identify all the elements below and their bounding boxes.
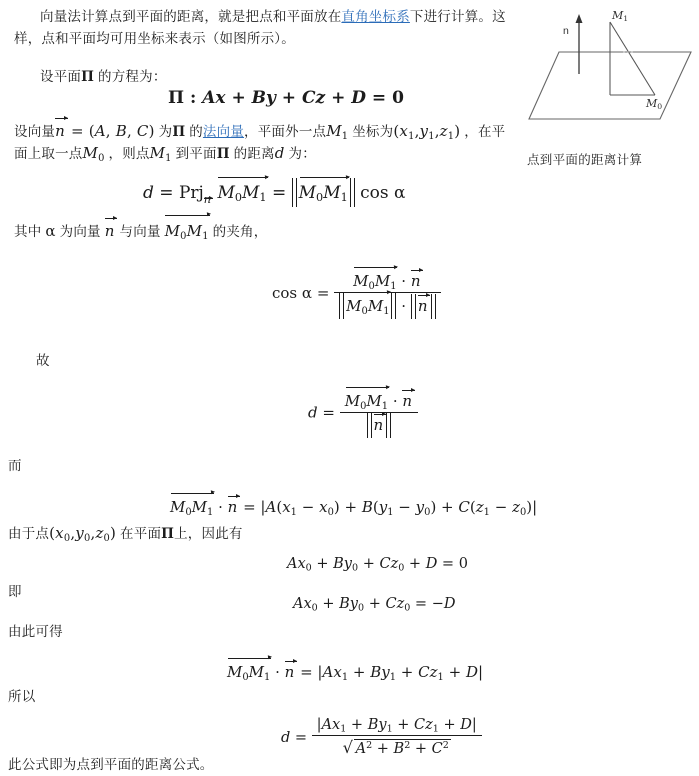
- ds-vec: [227, 662, 270, 681]
- de-A: A: [265, 498, 277, 516]
- dv-vec-n: n: [402, 392, 413, 411]
- set-plane-line: [40, 66, 167, 88]
- normal-pi-2: Π: [216, 146, 230, 162]
- and-text: 而: [8, 458, 22, 473]
- ca-cos: cos: [272, 284, 298, 302]
- pq-C: C: [385, 596, 397, 612]
- normal-text-5: ，在平: [464, 124, 506, 139]
- fd-D: D: [460, 717, 472, 734]
- eq-plane-y: y: [266, 88, 276, 108]
- de-y1-sub: 1: [387, 506, 394, 518]
- pt-M1-b-sub: 1: [165, 152, 172, 164]
- ang-M0-sub: 0: [180, 230, 187, 242]
- pq-A: A: [293, 596, 304, 612]
- fd-x1: x: [332, 717, 341, 734]
- normal-text-9: 的距离: [233, 146, 275, 161]
- c-z1: z: [439, 122, 448, 140]
- pq-x: x: [303, 596, 312, 612]
- fd-x1-sub: 1: [340, 723, 347, 735]
- intro-text-1: 向量法计算点到平面的距离，就是把点和平面放在: [40, 9, 342, 24]
- normal-vector-arrowhead: [576, 14, 583, 23]
- ds-z1: z: [429, 663, 438, 681]
- angle-text-2: 为向量: [59, 224, 101, 239]
- intro-text-3: 和平面均可用坐标来表示（如图所示）。: [55, 31, 295, 46]
- therefore-label: [36, 350, 50, 372]
- pi-symbol: Π: [81, 69, 95, 85]
- de-minus3: −: [494, 498, 508, 516]
- sp-y0: y: [75, 524, 84, 542]
- pq-z: z: [396, 596, 405, 612]
- de-y0: y: [415, 498, 425, 516]
- equation-projection: d = Prj$_n$ $M_0M_1 = M_0M_1$ cos α: [143, 183, 406, 207]
- equation-dot-simplified: $M_0M_1 \cdot n = |Ax_1 + By_1 + Cz_1 + D|$: [227, 663, 484, 683]
- normal-text-1: 设向量: [14, 124, 56, 139]
- pq-B: B: [339, 596, 350, 612]
- ca-den-dot: ·: [401, 297, 407, 316]
- c-z1-sub: 1: [447, 130, 455, 142]
- angle-text-4: 的夹角，: [212, 224, 268, 239]
- since-text-1: 由于点: [8, 526, 50, 541]
- eq-plane-x: x: [215, 88, 226, 108]
- fd-A: A: [321, 717, 333, 734]
- since-pi: Π: [161, 526, 175, 542]
- ds-M1-sub: 1: [264, 671, 271, 683]
- pq-y-sub: 0: [358, 602, 365, 614]
- fd-y1-sub: 1: [386, 723, 393, 735]
- pp-z: z: [390, 556, 399, 572]
- ca-num-vec: [353, 271, 397, 293]
- ds-vec-n: n: [284, 663, 295, 681]
- ang-M1: M: [186, 222, 203, 240]
- set-plane-post: 的方程为：: [98, 69, 167, 84]
- intro-text-2: 下进行计算。这样，点: [14, 9, 506, 46]
- proj-n-M0: M: [298, 183, 317, 203]
- cos-alpha-fraction: [334, 271, 440, 318]
- sp-x0-sub: 0: [63, 532, 71, 544]
- ca-M0-sub: 0: [368, 281, 375, 293]
- angle-text-3: 与向量: [119, 224, 161, 239]
- proj-M1: M: [242, 183, 260, 203]
- c-x1: x: [399, 122, 409, 140]
- eq-plane-C: C: [301, 88, 316, 108]
- de-M0-sub: 0: [185, 506, 192, 518]
- pp-x: x: [297, 556, 306, 572]
- that-is-label: [8, 581, 22, 603]
- vec-n-inline-1: n: [55, 122, 65, 140]
- ds-B: B: [370, 663, 382, 681]
- proj-cos: cos: [360, 183, 389, 203]
- ca-d-M1-sub: 1: [383, 306, 390, 318]
- link-cartesian-coordinate-system[interactable]: 直角坐标系: [341, 9, 410, 24]
- ca-d-n: n: [417, 297, 428, 316]
- de-x1-sub: 1: [290, 506, 297, 518]
- normal-text-6: 面上取一点: [14, 146, 83, 161]
- conclusion-text: 此公式即为点到平面的距离公式。: [8, 757, 214, 772]
- dv-d: d: [308, 403, 318, 422]
- equation-final-distance: d = $|Ax_1 + By_1 + Cz_1 + D|$ √ $A^2 + B^2 + C^2$: [281, 718, 482, 758]
- ca-den-norm-M0M1: [339, 296, 396, 318]
- ds-dot: ·: [275, 663, 280, 681]
- pp-D: D: [425, 556, 438, 572]
- nv-B: B: [115, 122, 127, 140]
- eq-plane-zero: 0: [392, 88, 404, 108]
- figure-label-M0: $M_0$: [646, 97, 663, 111]
- de-y1: y: [378, 498, 388, 516]
- ds-y1-sub: 1: [389, 671, 397, 683]
- fd-sC: C: [431, 741, 443, 758]
- pp-y: y: [343, 556, 352, 572]
- c-y1-sub: 1: [428, 130, 435, 142]
- set-plane-pre: 设平面: [40, 69, 82, 84]
- therefore-text: 故: [36, 353, 50, 368]
- de-x1: x: [282, 498, 291, 516]
- de-vec: [170, 497, 213, 516]
- fd-C: C: [414, 717, 426, 734]
- normal-text-2: 为: [158, 124, 173, 139]
- that-is-text: 即: [8, 584, 22, 599]
- ca-d-M0: M: [346, 297, 362, 316]
- de-B: B: [361, 498, 373, 516]
- normal-vector-line-2: [14, 142, 316, 165]
- pt-M1-sub: 1: [341, 130, 349, 142]
- equation-dot-expanded: $M_0M_1 \cdot n = |A(x_1 - x_0) + B(y_1 - y_0) + C(z_1 - z_0)|$: [170, 498, 538, 518]
- de-z1: z: [475, 498, 484, 516]
- segment-M1-M0: [610, 22, 655, 95]
- ds-M1: M: [248, 663, 265, 681]
- fd-y1: y: [378, 717, 387, 734]
- eq-plane-D: D: [351, 88, 367, 108]
- de-M1-sub: 1: [207, 506, 214, 518]
- proj-n-M0-sub: 0: [316, 191, 324, 205]
- fd-z1-sub: 1: [432, 723, 439, 735]
- hence-label: [8, 621, 63, 643]
- pp-z-sub: 0: [398, 562, 405, 574]
- pp-zero: 0: [458, 556, 468, 572]
- proj-d: d: [143, 183, 154, 203]
- normal-de: 的: [189, 124, 203, 139]
- equation-plane-point-2: $Ax_0 + By_0 + Cz_0 = -D$: [293, 596, 456, 614]
- fd-sA: A: [355, 741, 367, 758]
- sp-z0-sub: 0: [103, 532, 111, 544]
- proj-norm-M0M1: [292, 182, 355, 203]
- dv-M1: M: [366, 392, 382, 411]
- normal-pi-1: Π: [172, 124, 186, 140]
- equation-distance-vector: d = $\frac{M_0M_1 \cdot n}{n}$: [308, 392, 418, 435]
- angle-explanation: [14, 219, 267, 243]
- pp-y-sub: 0: [352, 562, 359, 574]
- pq-y: y: [349, 596, 358, 612]
- angle-vec-M0M1: [165, 219, 209, 242]
- link-normal-vector[interactable]: 法向量: [202, 124, 245, 139]
- so-label: [8, 686, 35, 708]
- de-minus2: −: [398, 498, 411, 516]
- final-fraction: $|Ax_1 + By_1 + Cz_1 + D|$ √ $A^2 + B^2 + C^2$: [312, 717, 482, 757]
- nv-C: C: [136, 122, 149, 140]
- de-M1: M: [191, 498, 208, 516]
- proj-n-M1: M: [323, 183, 341, 203]
- ca-M1: M: [374, 272, 391, 291]
- figure-label-M1: $M_1$: [612, 9, 629, 23]
- final-sqrt: √ $A^2 + B^2 + C^2$: [343, 739, 451, 757]
- fd-sB-sup: 2: [404, 740, 411, 752]
- ds-D: D: [465, 663, 478, 681]
- de-vec-n: n: [227, 498, 238, 516]
- ds-C: C: [418, 663, 430, 681]
- equation-plane: Π : Ax + By + Cz + D = 0: [168, 88, 404, 108]
- ds-y1: y: [381, 663, 390, 681]
- ca-d-M0-sub: 0: [361, 306, 368, 318]
- normal-text-7: ，则点: [108, 146, 150, 161]
- pq-minus: −: [431, 596, 444, 612]
- de-z0: z: [512, 498, 520, 516]
- normal-vector-line-1: 设向量n = (A, B, C) 为Π 的法向量，平面外一点$M_1$ 坐标为$(x_1,y_1,z_1)$ ，在平: [14, 122, 506, 142]
- proj-prj: Prj: [178, 183, 204, 203]
- sym-d-1: d: [274, 144, 285, 162]
- normal-text-8: 到平面: [175, 146, 217, 161]
- de-z1-sub: 1: [483, 506, 490, 518]
- de-dot: ·: [218, 498, 223, 516]
- figure-label-n: n: [563, 25, 569, 37]
- dv-den-n: n: [373, 416, 384, 435]
- eq-plane-B: B: [251, 88, 266, 108]
- dv-M1-sub: 1: [381, 401, 389, 413]
- ds-x1-sub: 1: [341, 671, 349, 683]
- pp-A: A: [287, 556, 298, 572]
- dv-dot: ·: [392, 392, 398, 411]
- conclusion-line: [8, 754, 214, 776]
- proj-n-M1-sub: 1: [340, 191, 348, 205]
- hence-text: 由此可得: [8, 624, 63, 639]
- ang-M1-sub: 1: [202, 230, 209, 242]
- proj-vec-M0M1: [217, 182, 266, 203]
- eq-plane-pi: Π: [168, 88, 185, 108]
- since-point-line: 由于点$(x_0,y_0,z_0)$ 在平面Π上，因此有: [8, 524, 243, 544]
- since-text-2: 在平面: [120, 526, 162, 541]
- de-y0-sub: 0: [424, 506, 431, 518]
- proj-alpha: α: [394, 183, 406, 203]
- angle-text-1: 其中: [14, 224, 42, 239]
- de-x0: x: [319, 498, 328, 516]
- pt-M1: M: [326, 122, 342, 140]
- ca-M1-sub: 1: [390, 281, 397, 293]
- fd-sA-sup: 2: [366, 740, 373, 752]
- pq-D: D: [443, 596, 456, 612]
- de-C: C: [458, 498, 470, 516]
- distance-fraction: [340, 391, 418, 434]
- figure-caption: 点到平面的距离计算: [527, 153, 643, 167]
- dv-norm-n: [367, 416, 392, 434]
- angle-alpha: α: [45, 222, 56, 240]
- normal-text-4: 坐标为: [352, 124, 394, 139]
- c-x1-sub: 1: [408, 130, 415, 142]
- sp-x0: x: [55, 524, 64, 542]
- dv-M0-sub: 0: [360, 401, 367, 413]
- ds-x1: x: [333, 663, 342, 681]
- proj-M1-sub: 1: [259, 191, 267, 205]
- proj-M0-sub: 0: [234, 191, 242, 205]
- eq-plane-A: A: [202, 88, 216, 108]
- pt-M0-sub: 0: [98, 152, 105, 164]
- pq-x-sub: 0: [311, 602, 318, 614]
- pp-B: B: [333, 556, 344, 572]
- de-z0-sub: 0: [520, 506, 527, 518]
- fd-sC-sup: 2: [442, 740, 449, 752]
- fd-B: B: [367, 717, 379, 734]
- since-text-3: 上，因此有: [174, 526, 243, 541]
- equation-cos-alpha: cos α = $\frac{M_0M_1 \cdot n}{M_0M_1 \cdot n}$: [272, 272, 441, 316]
- ds-A: A: [322, 663, 334, 681]
- nv-A: A: [94, 122, 106, 140]
- so-text: 所以: [8, 689, 36, 704]
- fd-sB: B: [393, 741, 405, 758]
- de-M0: M: [170, 498, 186, 516]
- c-y1: y: [419, 122, 429, 140]
- de-minus1: −: [301, 498, 315, 516]
- ds-M0: M: [227, 663, 243, 681]
- ca-d-M1: M: [367, 297, 384, 316]
- angle-vec-n: n: [104, 222, 115, 240]
- eq-plane-z: z: [315, 88, 326, 108]
- ang-M0: M: [164, 222, 181, 240]
- fd-z1: z: [425, 717, 433, 734]
- de-x0-sub: 0: [327, 506, 334, 518]
- sp-z0: z: [95, 524, 104, 542]
- pt-M1-b: M: [149, 144, 166, 162]
- intro-paragraph: [14, 6, 514, 50]
- pt-M0: M: [82, 144, 99, 162]
- proj-M0: M: [217, 183, 235, 203]
- and-label: [8, 455, 22, 477]
- ca-alpha: α: [301, 284, 313, 302]
- sp-y0-sub: 0: [83, 532, 91, 544]
- dv-M0: M: [344, 392, 361, 411]
- ds-M0-sub: 0: [242, 671, 249, 683]
- ca-M0: M: [353, 272, 369, 291]
- ca-vec-n: n: [410, 272, 421, 291]
- normal-text-10: 为：: [288, 146, 316, 161]
- equation-plane-point: $Ax_0 + By_0 + Cz_0 + D = 0$: [287, 556, 468, 574]
- pp-x-sub: 0: [305, 562, 312, 574]
- pp-C: C: [379, 556, 391, 572]
- fd-d: d: [281, 730, 291, 746]
- ca-dot: ·: [401, 272, 407, 291]
- normal-text-3: ，平面外一点: [244, 124, 327, 139]
- ds-z1-sub: 1: [437, 671, 444, 683]
- pq-z-sub: 0: [404, 602, 411, 614]
- dv-num-vec: [344, 391, 389, 413]
- ca-den-norm-n: [411, 297, 436, 315]
